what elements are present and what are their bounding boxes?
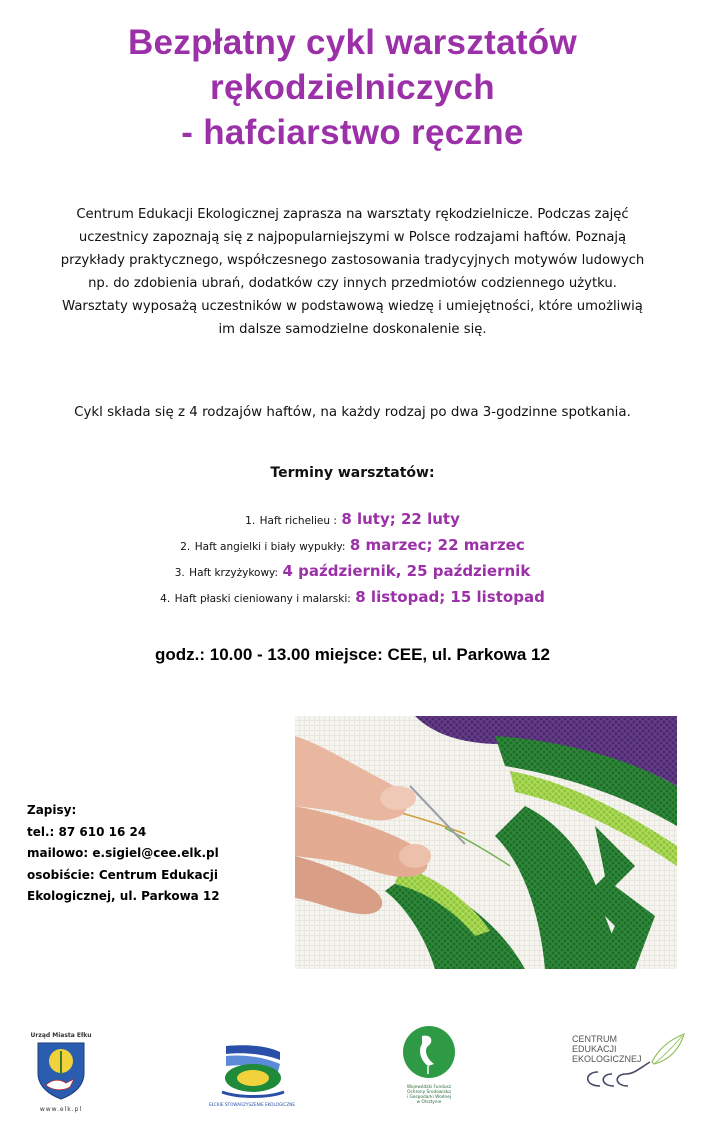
schedule-item-dates: 8 luty; 22 luty	[341, 510, 460, 528]
signup-contact	[27, 800, 257, 908]
cee-caption	[572, 1034, 642, 1064]
title-line-1: Bezpłatny cykl warsztatów	[127, 23, 578, 62]
contact-email: mailowo: e.sigiel@cee.elk.pl	[27, 846, 219, 860]
schedule-item	[0, 534, 705, 560]
intro-line: im dalsze samodzielne doskonalenie się.	[218, 322, 487, 337]
contact-phone: tel.: 87 610 16 24	[27, 824, 147, 839]
elk-logo-caption: Urząd Miasta Ełku	[30, 1032, 92, 1039]
cee-logo	[570, 1028, 688, 1098]
wfosigw-caption-line: Wojewódzki Fundusz	[406, 1085, 452, 1090]
schedule-item-label: Haft płaski cieniowany i malarski:	[174, 593, 351, 605]
cee-caption-line: CENTRUM	[572, 1034, 617, 1044]
schedule-item-number: 4.	[160, 593, 171, 605]
ese-emblem-icon	[208, 1038, 296, 1110]
intro-line: uczestnicy zapoznają się z najpopularniejszymi w Polsce rodzajami haftów. Poznają	[78, 230, 627, 245]
contact-in-person-1: osobiście: Centrum Edukacji	[27, 867, 218, 882]
schedule-item-dates: 8 listopad; 15 listopad	[355, 588, 545, 606]
elk-logo-url: www.elk.pl	[39, 1106, 83, 1113]
hours-and-place: godz.: 10.00 - 13.00 miejsce: CEE, ul. Parkowa 12	[155, 645, 550, 664]
embroidery-photo	[295, 716, 677, 969]
schedule-list	[0, 508, 705, 612]
schedule-heading: Terminy warsztatów:	[270, 465, 435, 481]
elk-coat-of-arms-icon	[30, 1039, 92, 1101]
cee-caption-line: EKOLOGICZNEJ	[572, 1054, 642, 1064]
intro-line: Centrum Edukacji Ekologicznej zaprasza na warsztaty rękodzielnicze. Podczas zajęć	[76, 207, 629, 222]
schedule-item-dates: 4 październik, 25 październik	[282, 562, 531, 580]
wfosigw-caption	[398, 1085, 460, 1105]
schedule-item	[0, 508, 705, 534]
schedule-item	[0, 560, 705, 586]
schedule-item-label: Haft angielki i biały wypukły:	[194, 541, 346, 553]
schedule-item-label: Haft krzyżykowy:	[189, 567, 279, 579]
page-title	[0, 20, 705, 155]
cycle-description: Cykl składa się z 4 rodzajów haftów, na każdy rodzaj po dwa 3-godzinne spotkania.	[74, 405, 631, 420]
schedule-item-label: Haft richelieu :	[259, 515, 337, 527]
wfosigw-caption-line: w Olsztynie	[416, 1100, 442, 1105]
schedule-item	[0, 586, 705, 612]
intro-paragraph	[14, 203, 691, 341]
intro-line: Warsztaty wyposażą uczestników w podstawową wiedzę i umiejętności, które umożliwią	[62, 299, 643, 314]
elk-city-logo	[30, 1032, 92, 1114]
contact-heading: Zapisy:	[27, 803, 77, 817]
intro-line: przykłady praktycznego, współczesnego zastosowania tradycyjnych motywów ludowych	[60, 253, 645, 268]
wfosigw-caption-line: i Gospodarki Wodnej	[406, 1095, 452, 1100]
contact-in-person-2: Ekologicznej, ul. Parkowa 12	[27, 889, 220, 903]
title-line-2: rękodzielniczych	[210, 68, 495, 107]
schedule-item-dates: 8 marzec; 22 marzec	[349, 536, 525, 554]
schedule-item-number: 2.	[180, 541, 191, 553]
schedule-item-number: 1.	[245, 515, 256, 527]
wfosigw-caption-line: Ochrony Środowiska	[407, 1090, 451, 1095]
cee-caption-line: EDUKACJI	[572, 1044, 617, 1054]
title-line-3: - hafciarstwo ręczne	[181, 113, 524, 152]
schedule-item-number: 3.	[174, 567, 185, 579]
ese-logo-caption: EŁCKIE STOWARZYSZENIE EKOLOGICZNE	[208, 1102, 296, 1107]
intro-line: np. do zdobienia ubrań, dodatków czy innych przedmiotów codziennego użytku.	[88, 276, 617, 291]
wfosigw-logo	[398, 1024, 460, 1110]
heron-emblem-icon	[398, 1024, 460, 1080]
ese-logo	[208, 1038, 296, 1110]
